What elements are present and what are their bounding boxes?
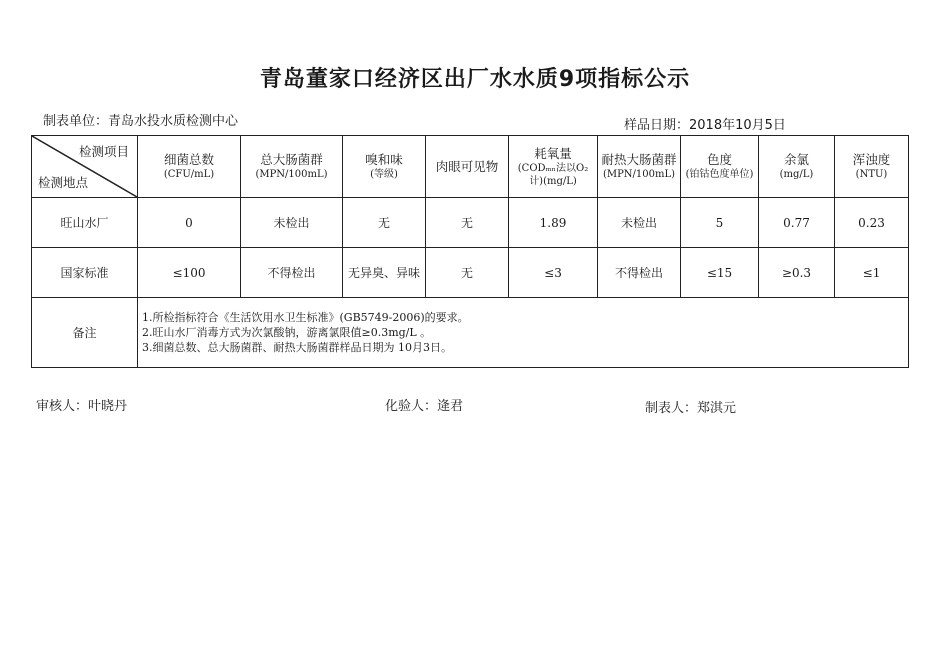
header-cell: [509, 136, 598, 198]
header-main: 细菌总数: [163, 152, 214, 167]
value-cell: 不得检出: [241, 248, 343, 298]
header-sub: (mg/L): [779, 169, 814, 180]
value-cell: 0: [138, 198, 241, 248]
value-cell: 无异臭、异味: [343, 248, 426, 298]
sample-date: 样品日期：2018年10月5日: [624, 118, 786, 133]
header-main: 嗅和味: [365, 152, 403, 167]
header-cell: [681, 136, 759, 198]
header-main: 肉眼可见物: [435, 158, 499, 174]
header-cell: [343, 136, 426, 198]
value-cell: ≥0.3: [759, 248, 835, 298]
header-main: 浑浊度: [852, 152, 891, 167]
value-cell: 无: [343, 198, 426, 248]
header-row: [32, 136, 909, 198]
header-main: 耐热大肠菌群: [601, 152, 677, 167]
header-sub: (CODₘₙ法以O₂计)(mg/L): [517, 162, 589, 187]
value-cell: ≤1: [835, 248, 909, 298]
value-cell: 无: [426, 248, 509, 298]
value-cell: 1.89: [509, 198, 598, 248]
header-cell: [759, 136, 835, 198]
notes-cell: [138, 298, 909, 368]
header-main: 色度: [706, 152, 732, 167]
water-quality-table: [31, 135, 909, 368]
header-cell: [241, 136, 343, 198]
header-cell: [835, 136, 909, 198]
tester-signature: 化验人：逄君: [385, 399, 464, 414]
notes-row: [32, 298, 909, 368]
value-cell: 0.23: [835, 198, 909, 248]
corner-header-cell: [32, 136, 138, 198]
corner-item-label: 检测项目: [78, 144, 129, 159]
note-line: 1.所检指标符合《生活饮用水卫生标准》(GB5749-2006)的要求。: [142, 311, 469, 324]
value-cell: 未检出: [241, 198, 343, 248]
header-main: 余氯: [783, 152, 809, 167]
header-sub: (铂钴色度单位): [685, 169, 754, 180]
location-cell: 国家标准: [32, 248, 138, 298]
value-cell: 5: [681, 198, 759, 248]
header-cell: [598, 136, 681, 198]
prepared-by-unit: 制表单位：青岛水投水质检测中心: [43, 114, 239, 129]
value-cell: 0.77: [759, 198, 835, 248]
header-cell: [426, 136, 509, 198]
header-sub: (NTU): [855, 169, 888, 180]
note-line: 3.细菌总数、总大肠菌群、耐热大肠菌群样品日期为 10月3日。: [142, 341, 452, 354]
notes-label: 备注: [32, 298, 138, 368]
table-row: [32, 198, 909, 248]
value-cell: ≤100: [138, 248, 241, 298]
page-title: 青岛董家口经济区出厂水水质9项指标公示: [259, 67, 691, 92]
header-sub: (MPN/100mL): [602, 169, 676, 180]
value-cell: 不得检出: [598, 248, 681, 298]
header-main: 耗氧量: [534, 145, 572, 161]
location-cell: 旺山水厂: [32, 198, 138, 248]
header-cell: [138, 136, 241, 198]
value-cell: ≤3: [509, 248, 598, 298]
header-sub: (CFU/mL): [163, 169, 215, 180]
corner-location-label: 检测地点: [38, 175, 89, 190]
table-row: [32, 248, 909, 298]
reviewer-signature: 审核人：叶晓丹: [36, 399, 128, 414]
note-line: 2.旺山水厂消毒方式为次氯酸钠，游离氯限值≥0.3mg/L 。: [142, 326, 432, 339]
header-sub: (等级): [370, 169, 398, 180]
header-main: 总大肠菌群: [260, 152, 323, 167]
preparer-signature: 制表人：郑淇元: [645, 401, 737, 416]
value-cell: ≤15: [681, 248, 759, 298]
value-cell: 未检出: [598, 198, 681, 248]
value-cell: 无: [426, 198, 509, 248]
header-sub: (MPN/100mL): [255, 169, 328, 180]
